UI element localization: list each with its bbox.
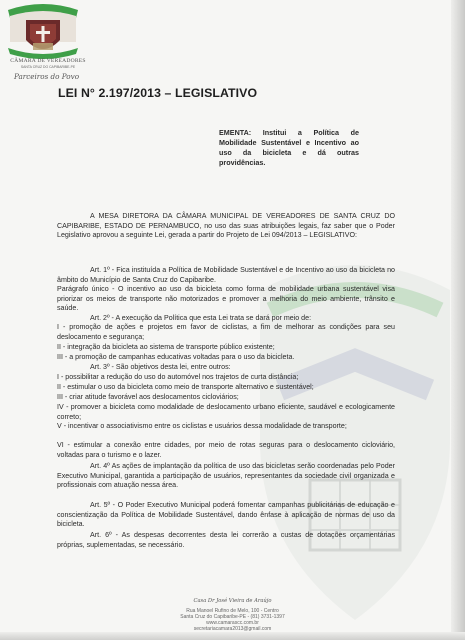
footer-website: www.camarascc.com.br: [206, 620, 259, 626]
article-2-item-1: I - promoção de ações e projetos em favor de ciclistas, a fim de melhorar as condições para seu deslocamento e segurança;: [57, 323, 395, 341]
article-3-item-6: VI - estimular a conexão entre cidades, por meio de rotas seguras para o deslocamento cicloviário, voltadas para o turismo e o lazer.: [57, 441, 395, 459]
scan-edge-bottom: [0, 632, 465, 640]
single-paragraph: Parágrafo único - O incentivo ao uso da bicicleta como forma de mobilidade urbana sustentável visa priorizar os meios de transporte não motorizados e promover a melhoria do meio ambiente, trânsito e saúde.: [57, 285, 395, 313]
article-2: Art. 2º - A execução da Política que esta Lei trata se dará por meio de:: [90, 314, 312, 322]
footer-email: secretariacamara2013@gmail.com: [193, 626, 272, 632]
article-3-item-1: I - possibilitar a redução do uso do automóvel nos trajetos de curta distância;: [57, 373, 299, 381]
article-3-item-4: IV - promover a bicicleta como modalidade de deslocamento urbano eficiente, saudável e ecologicamente correto;: [57, 403, 395, 421]
article-3: Art. 3º - São objetivos desta lei, entre outros:: [90, 363, 231, 371]
article-3-item-5: V - incentivar o associativismo entre os ciclistas e usuários dessa modalidade de transporte;: [57, 422, 347, 430]
org-name: CÂMARA DE VEREADORES: [10, 58, 86, 64]
law-title: LEI N° 2.197/2013 – LEGISLATIVO: [58, 86, 258, 100]
article-2-item-2: II - integração da bicicleta ao sistema de transporte público existente;: [57, 343, 275, 351]
motto: Parceiros do Povo: [14, 72, 80, 81]
article-4: Art. 4º As ações de implantação da política de uso das bicicletas serão coordenadas pelo Poder Executivo Municipal, garantida a participação de usuários, representantes da sociedade civil organizada e profissionais com atuação nessa área.: [57, 462, 395, 490]
scan-edge-right: [451, 0, 465, 640]
article-3-item-3: III - criar atitude favorável aos deslocamentos cicloviários;: [57, 393, 239, 401]
footer-address: Rua Manoel Rufino de Melo, 100 - Centro: [186, 608, 279, 614]
article-3-item-2: II - estimular o uso da bicicleta como meio de transporte alternativo e sustentável;: [57, 383, 314, 391]
chamber-crest-logo: [6, 2, 80, 60]
article-1: Art. 1º - Fica instituída a Política de Mobilidade Sustentável e de Incentivo ao uso da bicicleta no âmbito do Município de Santa Cruz do Capibaribe.: [57, 266, 395, 284]
article-2-item-3: III - a promoção de campanhas educativas voltadas para o uso da bicicleta.: [57, 353, 295, 361]
preamble-paragraph: A MESA DIRETORA DA CÂMARA MUNICIPAL DE VEREADORES DE SANTA CRUZ DO CAPIBARIBE, ESTADO DE PERNAMBUCO, no uso das suas atribuições legais, faz saber que o Poder Legislativo aprovou a seguinte Lei, gerada a partir do Projeto de Lei 094/2013 – LEGISLATIVO:: [57, 212, 395, 240]
article-5: Art. 5º - O Poder Executivo Municipal poderá fomentar campanhas publicitárias de educação e conscientização da Política de Mobilidade Sustentável, dando ênfase à aplicação de normas de uso da bicicleta.: [57, 501, 395, 529]
building-name: Casa Dr José Vieira de Araújo: [193, 598, 272, 604]
org-city: SANTA CRUZ DO CAPIBARIBE-PE: [20, 65, 76, 69]
article-6: Art. 6º - As despesas decorrentes desta lei correrão a custas de dotações orçamentárias próprias, suplementadas, se necessário.: [57, 531, 395, 549]
footer-city-phone: Santa Cruz do Capibaribe-PE - (81) 3731-1397: [180, 614, 285, 620]
ementa: EMENTA: Institui a Política de Mobilidade Sustentável e Incentivo ao uso da bicicleta e dá outras providências.: [219, 128, 359, 167]
